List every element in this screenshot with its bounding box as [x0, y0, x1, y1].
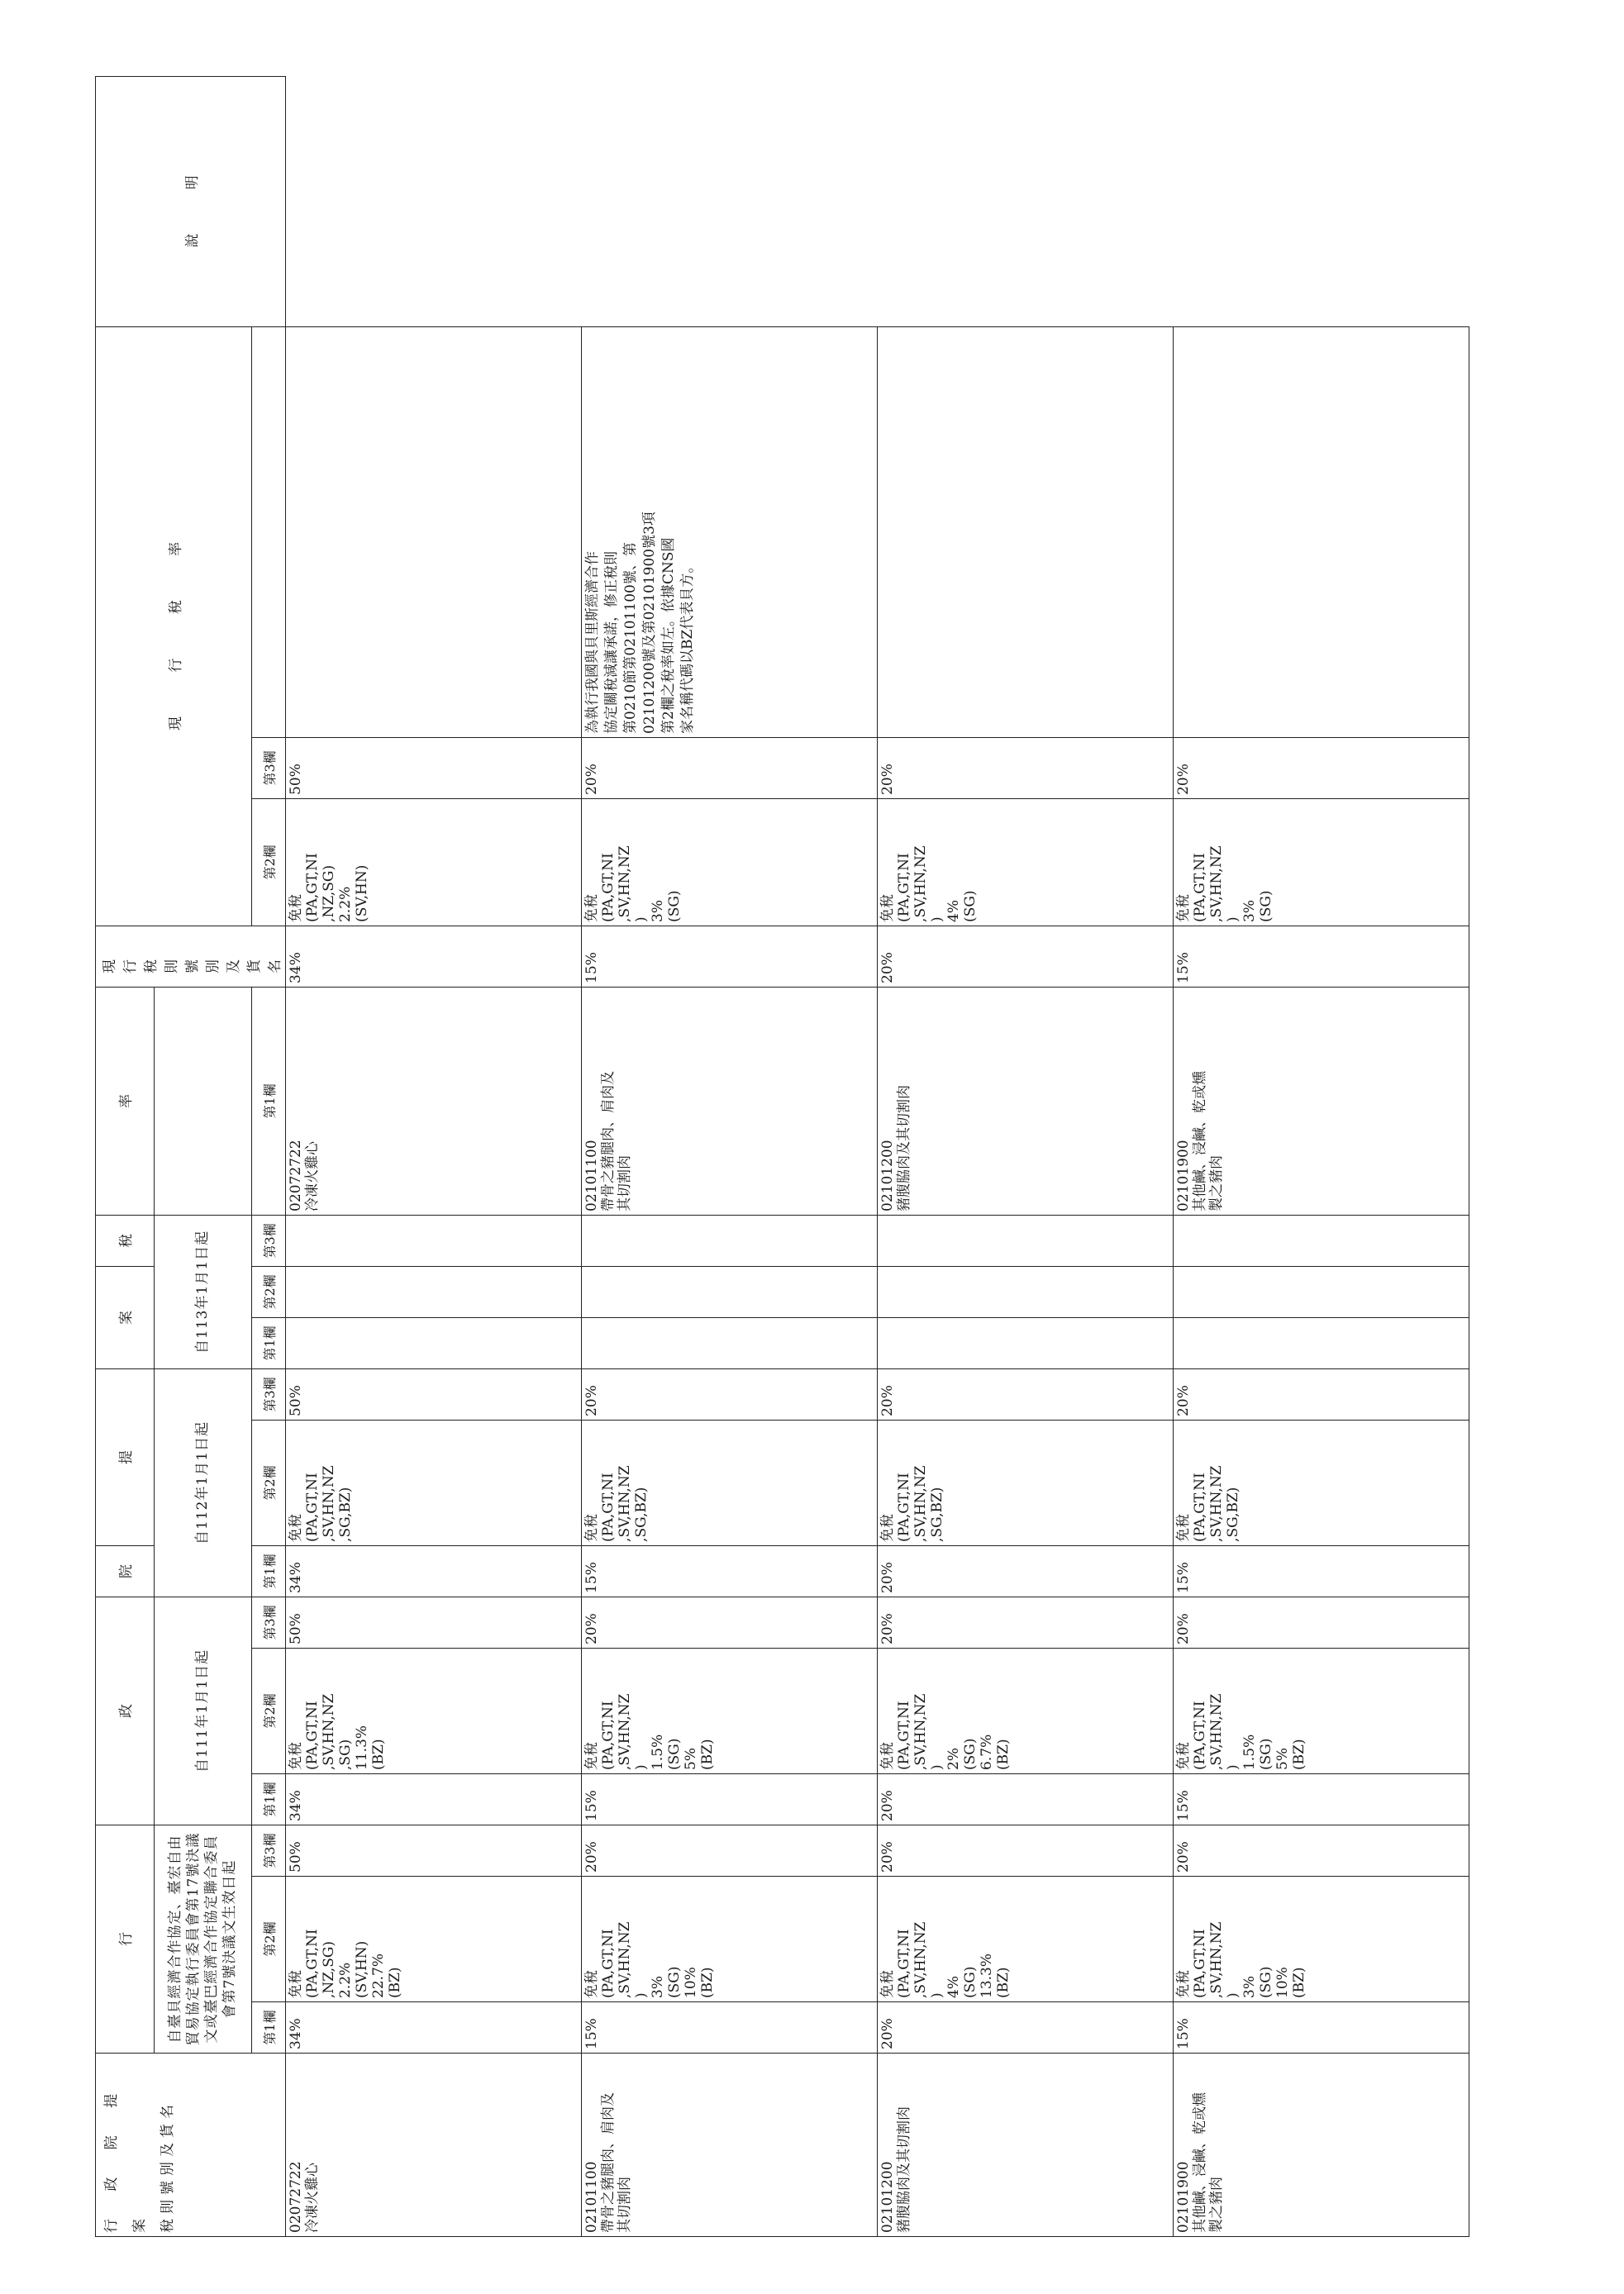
rate-cell: 免稅 (PA,GT,NI ,SV,HN,NZ ) 4% (SG): [878, 798, 1174, 926]
executive-title-line: 行 政 院 提 案: [103, 2082, 148, 2233]
rate-cell: 免稅 (PA,GT,NI ,NZ,SG) 2.2% (SV,HN) 22.7% (BZ): [286, 1877, 582, 2002]
proposed-code-name: 02101100 帶骨之豬腿肉、肩肉及 其切割肉: [582, 2054, 878, 2237]
column-2-header: 第2欄: [252, 1648, 286, 1773]
rate-cell: 34%: [286, 1545, 582, 1597]
column-2-header: 第2欄: [252, 1877, 286, 2002]
rate-cell: 20%: [1174, 1368, 1469, 1420]
period-header-2023: 自112年1月1日起: [154, 1368, 251, 1597]
table-row: [1174, 77, 1469, 2237]
rate-cell: 免稅 (PA,GT,NI ,SV,HN,NZ ) 4% (SG) 13.3% (BZ): [878, 1877, 1174, 2002]
column-1-header: 第1欄: [252, 1317, 286, 1368]
rate-cell: 免稅 (PA,GT,NI ,SV,HN,NZ ) 3% (SG): [582, 798, 878, 926]
rate-cell: 50%: [286, 1368, 582, 1420]
period-header-agreement-effective: 自臺貝經濟合作協定、臺宏自由貿易協定執行委員會第17號決議文或臺巴經濟合作協定聯合委員會第7號決議文生效日起: [154, 1825, 251, 2053]
period-header-2024: 自113年1月1日起: [154, 1215, 251, 1368]
rate-cell: [878, 1266, 1174, 1317]
rate-cell: 免稅 (PA,GT,NI ,SV,HN,NZ ) 3% (SG) 10% (BZ): [1174, 1877, 1469, 2002]
rate-cell: [582, 1215, 878, 1266]
rate-cell: 15%: [1174, 1545, 1469, 1597]
note-cell: [878, 326, 1174, 737]
column-1-header: 第1欄: [252, 2002, 286, 2054]
note-cell: [286, 326, 582, 737]
rate-cell: 15%: [1174, 2002, 1469, 2054]
rate-cell: 15%: [582, 926, 878, 987]
tariff-comparison-table: [95, 76, 1469, 2237]
rate-cell: 免稅 (PA,GT,NI ,SV,HN,NZ ,SG,BZ): [1174, 1420, 1469, 1545]
group-label-char-5: 案: [96, 1266, 155, 1368]
current-code-name-header: 現行稅則號別及貨名: [96, 926, 286, 987]
rate-cell: 20%: [878, 1597, 1174, 1648]
column-3-header: 第3欄: [252, 1368, 286, 1420]
rate-cell: 免稅 (PA,GT,NI ,SV,HN,NZ ,SG,BZ): [286, 1420, 582, 1545]
period-header-2022: 自111年1月1日起: [154, 1597, 251, 1825]
current-code-name: 02072722 冷凍火雞心: [286, 987, 582, 1215]
rate-cell: 免稅 (PA,GT,NI ,SV,HN,NZ ) 3% (SG) 10% (BZ): [582, 1877, 878, 2002]
table-row: [582, 77, 878, 2237]
group-label-char-7: 率: [96, 987, 155, 1215]
rate-cell: 20%: [1174, 1597, 1469, 1648]
rate-cell: 15%: [582, 1773, 878, 1825]
column-2-header: 第2欄: [252, 1420, 286, 1545]
rate-cell: [582, 1266, 878, 1317]
rate-cell: 20%: [582, 737, 878, 798]
rate-cell: [1174, 1215, 1469, 1266]
rate-cell: 34%: [286, 926, 582, 987]
rate-cell: [582, 1317, 878, 1368]
current-code-name: 02101900 其他鹹、浸鹹、乾或燻 製之豬肉: [1174, 987, 1469, 1215]
rate-cell: 20%: [878, 1773, 1174, 1825]
rate-cell: 50%: [286, 1825, 582, 1876]
rate-cell: 20%: [1174, 1825, 1469, 1876]
rate-cell: 20%: [878, 1825, 1174, 1876]
rate-cell: 34%: [286, 1773, 582, 1825]
column-1-header: 第1欄: [252, 1545, 286, 1597]
rate-cell: 50%: [286, 737, 582, 798]
rate-cell: 20%: [878, 1545, 1174, 1597]
code-name-title-line: 稅則號別及貨名: [160, 2100, 176, 2233]
rate-cell: 免稅 (PA,GT,NI ,SV,HN,NZ ) 1.5% (SG) 5% (BZ): [1174, 1648, 1469, 1773]
rate-cell: 15%: [582, 2002, 878, 2054]
rate-cell: 免稅 (PA,GT,NI ,NZ,SG) 2.2% (SV,HN): [286, 798, 582, 926]
table-row: [286, 77, 582, 2237]
rate-cell: 34%: [286, 2002, 582, 2054]
column-3-header: 第3欄: [252, 737, 286, 798]
rate-cell: [1174, 1317, 1469, 1368]
rate-cell: [878, 1317, 1174, 1368]
rate-cell: 20%: [582, 1368, 878, 1420]
group-label-char-6: 稅: [96, 1215, 155, 1266]
table-row: [878, 77, 1174, 2237]
group-label-char-3: 院: [96, 1545, 155, 1597]
header-row-columns: [252, 77, 286, 2237]
proposed-code-name: 02101200 豬腹脇肉及其切割肉: [878, 2054, 1174, 2237]
column-1-header: 第1欄: [252, 987, 286, 1215]
rate-cell: 免稅 (PA,GT,NI ,SV,HN,NZ ,SG) 11.3% (BZ): [286, 1648, 582, 1773]
rate-cell: 20%: [582, 1825, 878, 1876]
column-3-header: 第3欄: [252, 1597, 286, 1648]
rate-cell: [286, 1266, 582, 1317]
rate-cell: 免稅 (PA,GT,NI ,SV,HN,NZ ,SG,BZ): [878, 1420, 1174, 1545]
rate-cell: 15%: [1174, 1773, 1469, 1825]
note-cell: [1174, 326, 1469, 737]
rate-cell: 20%: [878, 737, 1174, 798]
column-3-header: 第3欄: [252, 1825, 286, 1876]
rate-cell: 50%: [286, 1597, 582, 1648]
rate-cell: 免稅 (PA,GT,NI ,SV,HN,NZ ) 1.5% (SG) 5% (BZ): [582, 1648, 878, 1773]
group-label-char-4: 提: [96, 1368, 155, 1545]
note-cell: 為執行我國與貝里斯經濟合作 協定關稅減讓承諾，修正稅則 第0210節第02101100號、第 02101200號及第02101900號3項 第2欄之稅率如左。依據CNS國 家名稱代碼以BZ代表貝方。: [582, 326, 878, 737]
current-code-name: 02101200 豬腹脇肉及其切割肉: [878, 987, 1174, 1215]
proposed-code-name: 02072722 冷凍火雞心: [286, 2054, 582, 2237]
column-2-header: 第2欄: [252, 1266, 286, 1317]
rate-cell: [1174, 1266, 1469, 1317]
column-3-header: 第3欄: [252, 1215, 286, 1266]
proposed-code-name: 02101900 其他鹹、浸鹹、乾或燻 製之豬肉: [1174, 2054, 1469, 2237]
rate-cell: 20%: [878, 926, 1174, 987]
group-label-char-2: 政: [96, 1597, 155, 1825]
rate-cell: [286, 1317, 582, 1368]
rate-cell: 免稅 (PA,GT,NI ,SV,HN,NZ ) 3% (SG): [1174, 798, 1469, 926]
current-code-name: 02101100 帶骨之豬腿肉、肩肉及 其切割肉: [582, 987, 878, 1215]
rate-cell: [878, 1215, 1174, 1266]
column-1-header: 第1欄: [252, 1773, 286, 1825]
group-label-char-1: 行: [96, 1825, 155, 2053]
executive-code-name-header: [96, 2054, 286, 2237]
rate-cell: [286, 1215, 582, 1266]
rate-cell: 20%: [878, 2002, 1174, 2054]
current-rate-header: 現 行 稅 率: [96, 326, 252, 926]
rate-cell: 15%: [582, 1545, 878, 1597]
rate-cell: 15%: [1174, 926, 1469, 987]
tariff-document-page: [95, 76, 1446, 2237]
rate-cell: 20%: [878, 1368, 1174, 1420]
column-2-header: 第2欄: [252, 798, 286, 926]
notes-header: 說 明: [96, 77, 286, 327]
rate-cell: 20%: [1174, 737, 1469, 798]
rate-cell: 免稅 (PA,GT,NI ,SV,HN,NZ ) 2% (SG) 6.7% (BZ): [878, 1648, 1174, 1773]
rate-cell: 20%: [582, 1597, 878, 1648]
rate-cell: 免稅 (PA,GT,NI ,SV,HN,NZ ,SG,BZ): [582, 1420, 878, 1545]
header-row-groups: [96, 77, 155, 2237]
